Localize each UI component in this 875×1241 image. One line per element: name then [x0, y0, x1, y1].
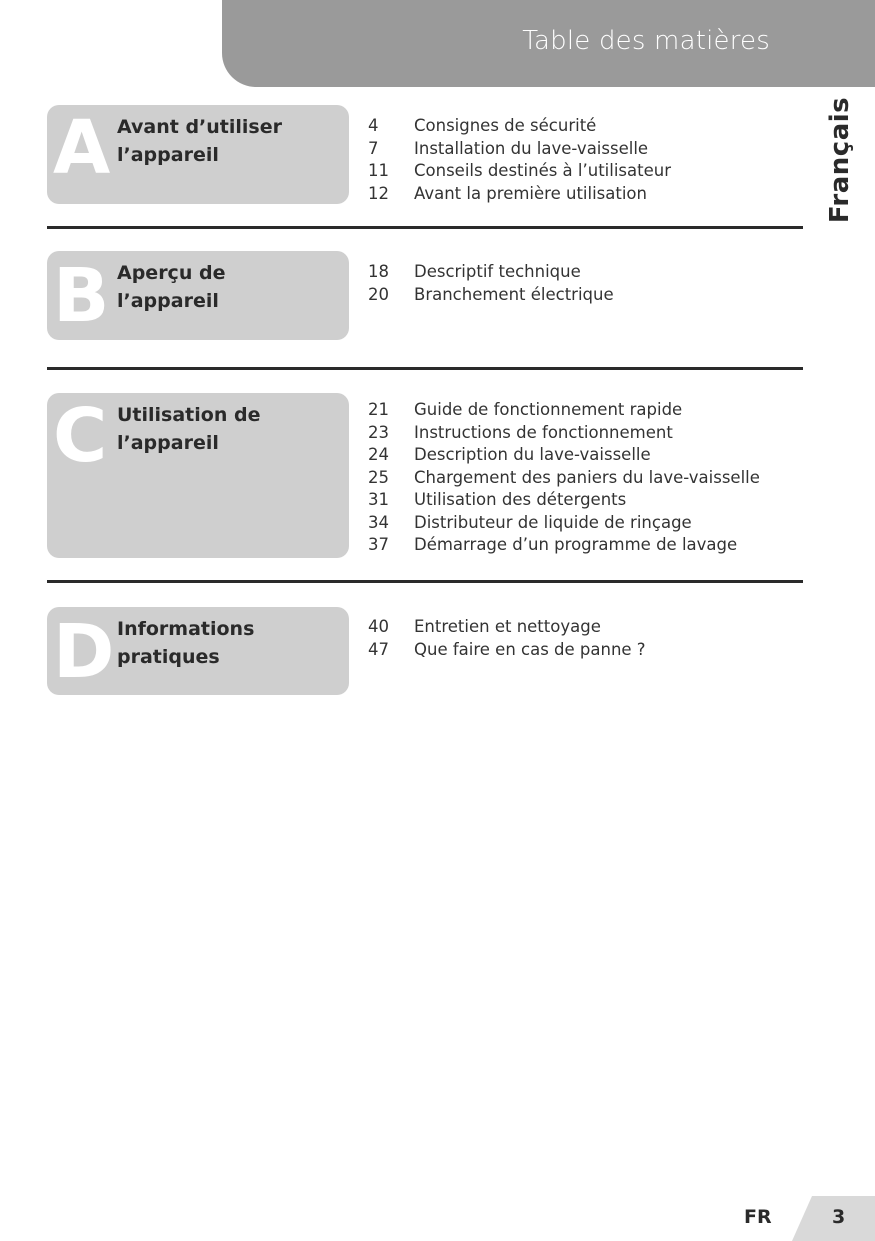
toc-page-number: 20	[368, 284, 389, 304]
toc-entry[interactable]	[368, 534, 760, 557]
toc-entry-text: Entretien et nettoyage	[414, 617, 601, 636]
toc-page-number: 23	[368, 422, 389, 442]
section-a-box[interactable]	[47, 105, 349, 204]
toc-page-number: 4	[368, 116, 379, 135]
toc-entry[interactable]	[368, 616, 646, 639]
toc-entry-text: Avant la première utilisation	[414, 183, 647, 203]
toc-entry-text: Utilisation des détergents	[414, 490, 627, 509]
toc-page-number: 7	[368, 138, 379, 158]
toc-entry-text: Guide de fonctionnement rapide	[414, 400, 683, 419]
toc-page-number: 12	[368, 183, 389, 203]
toc-entry[interactable]	[368, 284, 614, 307]
section-b-box[interactable]	[47, 251, 349, 340]
section-letter: B	[53, 253, 110, 339]
section-divider	[47, 367, 803, 370]
toc-entry[interactable]	[368, 399, 760, 422]
toc-entry[interactable]	[368, 512, 760, 535]
section-d-entries	[368, 616, 646, 661]
section-title	[117, 401, 337, 457]
footer-language-code: FR	[744, 1206, 772, 1228]
toc-entry[interactable]	[368, 422, 760, 445]
toc-entry-text: Démarrage d’un programme de lavage	[414, 535, 738, 554]
section-title-line: Avant d’utiliser	[117, 116, 282, 138]
toc-page-number: 25	[368, 467, 389, 487]
toc-entry-text: Descriptif technique	[414, 262, 581, 281]
section-title	[117, 259, 337, 315]
section-letter: D	[53, 609, 115, 695]
section-title-line: Utilisation de	[117, 404, 261, 426]
section-c-entries	[368, 399, 760, 557]
page-number: 3	[832, 1206, 846, 1228]
toc-page-number: 18	[368, 262, 389, 281]
page-title: Table des matières	[522, 26, 770, 56]
toc-entry[interactable]	[368, 467, 760, 490]
toc-entry[interactable]	[368, 160, 671, 183]
toc-entry-text: Conseils destinés à l’utilisateur	[414, 161, 671, 180]
toc-entry-text: Description du lave-vaisselle	[414, 445, 651, 464]
section-title-line: Informations	[117, 618, 255, 640]
toc-entry[interactable]	[368, 138, 671, 161]
toc-entry-text: Installation du lave-vaisselle	[414, 138, 649, 158]
section-title-line: Aperçu de	[117, 262, 226, 284]
section-divider	[47, 226, 803, 229]
toc-page-number: 24	[368, 445, 389, 464]
toc-entry[interactable]	[368, 261, 614, 284]
section-title	[117, 615, 337, 671]
section-title-line: l’appareil	[117, 432, 219, 454]
toc-entry-text: Que faire en cas de panne ?	[414, 639, 646, 659]
section-a-entries	[368, 115, 671, 205]
toc-entry-text: Distributeur de liquide de rinçage	[414, 512, 692, 532]
section-c-box[interactable]	[47, 393, 349, 558]
section-title-line: l’appareil	[117, 144, 219, 166]
section-b-entries	[368, 261, 614, 306]
section-title-line: l’appareil	[117, 290, 219, 312]
toc-entry-text: Branchement électrique	[414, 284, 614, 304]
section-title	[117, 113, 337, 169]
section-letter: A	[53, 105, 111, 191]
toc-page-number: 34	[368, 512, 389, 532]
toc-page-number: 21	[368, 400, 389, 419]
toc-page-number: 31	[368, 490, 389, 509]
toc-entry-text: Chargement des paniers du lave-vaisselle	[414, 467, 760, 487]
toc-page-number: 37	[368, 535, 389, 554]
toc-entry-text: Consignes de sécurité	[414, 116, 597, 135]
toc-page-number: 47	[368, 639, 389, 659]
toc-entry[interactable]	[368, 444, 760, 467]
toc-page-number: 11	[368, 161, 389, 180]
section-letter: C	[53, 393, 108, 479]
toc-page-number: 40	[368, 617, 389, 636]
toc-entry[interactable]	[368, 115, 671, 138]
toc-entry[interactable]	[368, 183, 671, 206]
section-d-box[interactable]	[47, 607, 349, 695]
toc-entry[interactable]	[368, 639, 646, 662]
toc-entry[interactable]	[368, 489, 760, 512]
header-banner	[222, 0, 875, 87]
language-label: Français	[825, 96, 855, 224]
section-title-line: pratiques	[117, 646, 220, 668]
section-divider	[47, 580, 803, 583]
toc-entry-text: Instructions de fonctionnement	[414, 422, 673, 442]
